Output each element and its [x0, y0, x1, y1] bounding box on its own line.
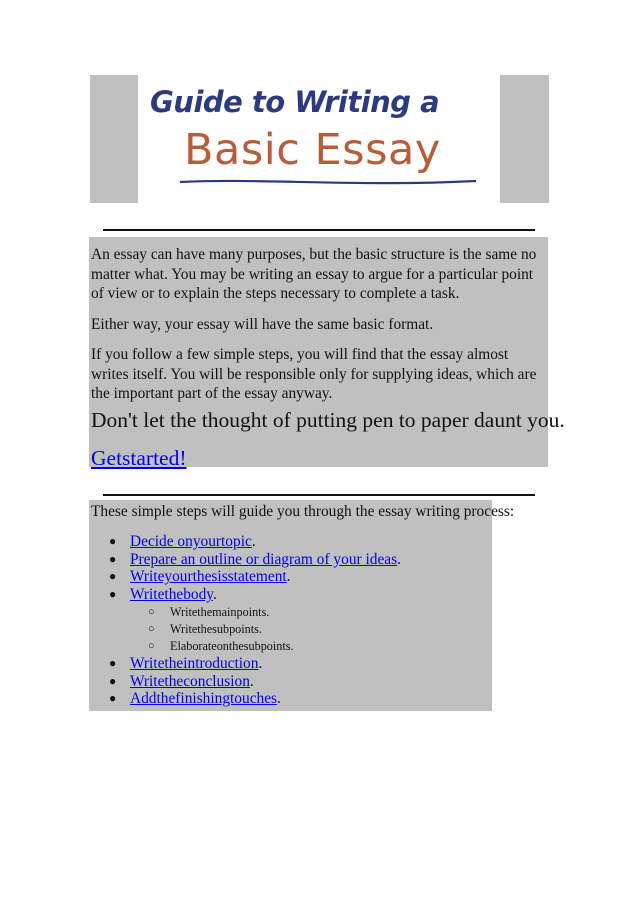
list-item: ● Writethebody. ○ Writethemainpoints. ○ Writethesubpoints. ○ Elaborateonthesubpoints.	[89, 586, 401, 655]
swoosh-underline	[178, 175, 478, 189]
list-item: ● Writetheintroduction.	[109, 654, 263, 672]
steps-lead: These simple steps will guide you through the essay writing process:	[91, 503, 515, 520]
encouragement-heading: Don't let the thought of putting pen to paper daunt you.	[91, 408, 565, 432]
intro-paragraph-2: Either way, your essay will have the same basic format.	[91, 316, 434, 333]
list-item: ● Decide onyourtopic.	[109, 533, 256, 550]
step-link-outline[interactable]: Prepare an outline or diagram of your ideas	[130, 550, 398, 568]
bullet-icon: ●	[109, 534, 117, 548]
circle-bullet-icon: ○	[148, 622, 155, 635]
step-link-conclusion[interactable]: Writetheconclusion	[130, 672, 250, 690]
steps-list	[89, 533, 401, 708]
bullet-icon: ●	[109, 691, 117, 706]
list-item: ● Prepare an outline or diagram of your ideas.	[109, 550, 401, 568]
step-link-thesis[interactable]: Writeyourthesisstatement	[130, 568, 287, 586]
list-item: ○ Writethesubpoints.	[148, 621, 262, 636]
list-item: ● Addthefinishingtouches.	[109, 690, 281, 708]
bullet-icon: ●	[109, 569, 117, 584]
step-link-finishing[interactable]: Addthefinishingtouches	[130, 690, 278, 708]
intro-paragraph-1: An essay can have many purposes, but the basic structure is the same no matter what. You may be writing an essay to argue for a particular point of view or to explain the steps necessary to complete a task.	[91, 246, 537, 302]
intro-section	[89, 237, 565, 470]
title-banner-image	[138, 75, 500, 203]
list-item: ● Writetheconclusion.	[109, 672, 254, 690]
horizontal-rule	[103, 229, 535, 231]
bullet-icon: ●	[109, 673, 117, 688]
horizontal-rule	[103, 494, 535, 496]
get-started-link[interactable]: Getstarted!	[91, 446, 187, 470]
circle-bullet-icon: ○	[148, 639, 155, 652]
bullet-icon: ●	[109, 655, 117, 670]
list-item: ● Writeyourthesisstatement.	[109, 568, 291, 586]
step-link-body[interactable]: Writethebody	[130, 586, 214, 604]
step-link-introduction[interactable]: Writetheintroduction	[130, 654, 259, 672]
intro-paragraph-3: If you follow a few simple steps, you will find that the essay almost writes itself. You will be responsible only for supplying ideas, which are the important part of the essay anyway.	[91, 346, 537, 402]
bullet-icon: ●	[109, 587, 117, 602]
banner-title-line1: Guide to Writing a	[150, 85, 440, 119]
list-item: ○ Elaborateonthesubpoints.	[148, 638, 294, 653]
circle-bullet-icon: ○	[148, 605, 155, 618]
step-link-topic[interactable]: Decide onyourtopic	[130, 533, 252, 550]
bullet-icon: ●	[109, 551, 117, 566]
body-substeps	[130, 604, 401, 655]
banner-title-line2: Basic Essay	[184, 125, 441, 175]
list-item: ○ Writethemainpoints.	[148, 604, 270, 619]
steps-section	[89, 500, 515, 711]
title-banner	[90, 75, 549, 203]
